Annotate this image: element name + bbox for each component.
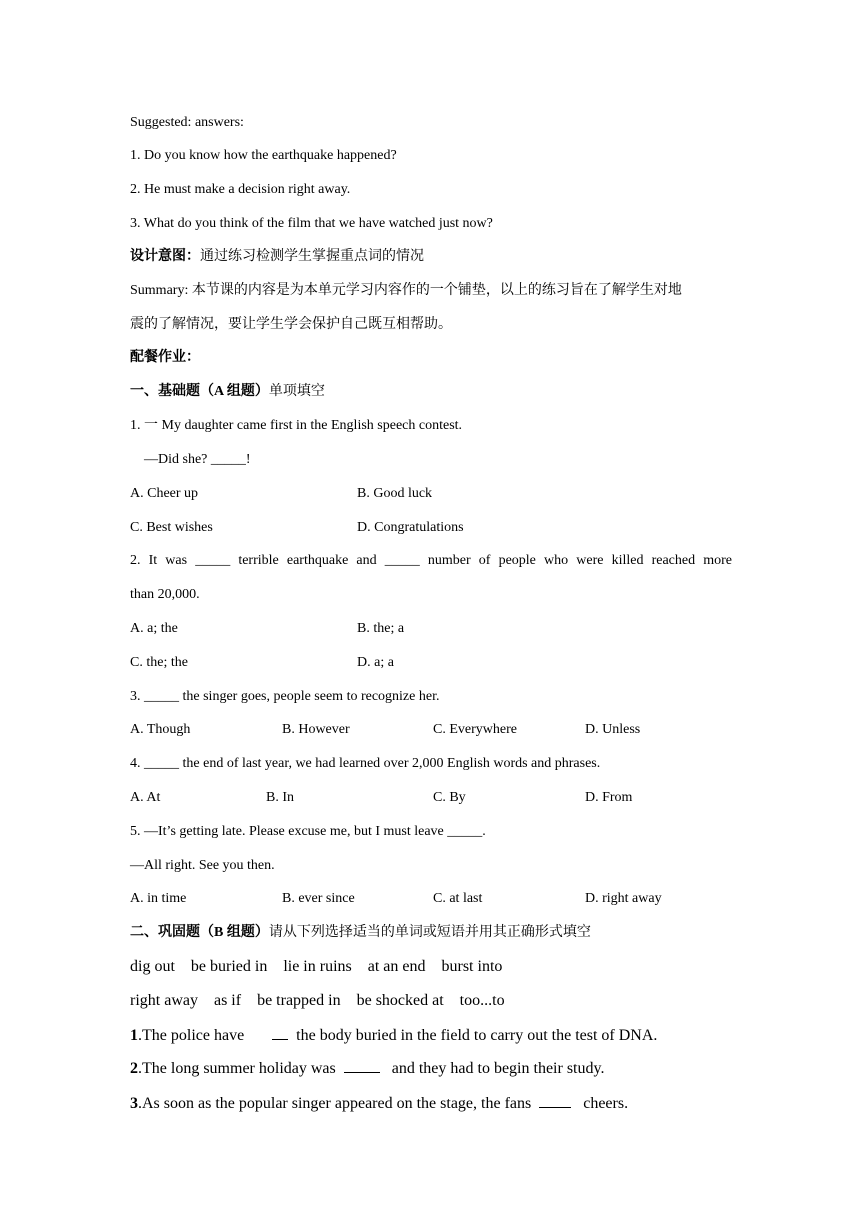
question-2-option-b: B. the; a — [357, 621, 405, 636]
fill-question-1-blank[interactable] — [272, 1025, 288, 1040]
question-3-option-a: A. Though — [130, 722, 191, 737]
question-5-stem: 5. —It’s getting late. Please excuse me, but I must leave _____. — [130, 824, 486, 839]
question-1-option-c: C. Best wishes — [130, 520, 213, 535]
question-3-stem: 3. _____ the singer goes, people seem to recognize her. — [130, 689, 440, 704]
design-intent-label: 设计意图： — [130, 249, 200, 264]
question-2-option-d: D. a; a — [357, 655, 394, 670]
question-4-stem: 4. _____ the end of last year, we had learned over 2,000 English words and phrases. — [130, 756, 601, 771]
question-2-option-c: C. the; the — [130, 655, 188, 670]
section-b-heading — [130, 924, 591, 942]
answer-2: 2. He must make a decision right away. — [130, 182, 351, 197]
question-1-reply: —Did she? _____! — [144, 452, 251, 467]
question-5-option-a: A. in time — [130, 891, 187, 906]
question-1-option-b: B. Good luck — [357, 486, 433, 501]
answer-1: 1. Do you know how the earthquake happened? — [130, 148, 397, 163]
question-3-option-c: C. Everywhere — [433, 722, 517, 737]
answer-3: 3. What do you think of the film that we have watched just now? — [130, 216, 493, 231]
question-3-option-b: B. However — [282, 722, 350, 737]
question-4-option-c: C. By — [433, 790, 466, 805]
question-5-option-b: B. ever since — [282, 891, 355, 906]
fill-question-2 — [130, 1058, 604, 1079]
summary-line-2: 震的了解情况，要让学生学会保护自己既互相帮助。 — [130, 317, 452, 332]
word-bank-row-1: dig out be buried in lie in ruins at an end burst into — [130, 958, 503, 975]
fill-question-2-blank[interactable] — [344, 1058, 380, 1073]
question-4-option-d: D. From — [585, 790, 633, 805]
fill-question-1 — [130, 1025, 657, 1046]
fill-question-3 — [130, 1093, 628, 1114]
section-a-subtitle: 单项填空 — [268, 384, 325, 399]
fill-question-2-number: 2 — [130, 1060, 138, 1077]
question-2-stem-line-1: 2. It was _____ terrible earthquake and _____ number of people who were killed reached more — [130, 553, 732, 568]
question-1-stem: 1. 一 My daughter came first in the English speech contest. — [130, 418, 463, 433]
section-b-subtitle: 请从下列选择适当的单词或短语并用其正确形式填空 — [268, 925, 591, 940]
question-5-option-d: D. right away — [585, 891, 662, 906]
question-5-reply: —All right. See you then. — [130, 858, 275, 873]
question-5-option-c: C. at last — [433, 891, 483, 906]
question-4-option-b: B. In — [266, 790, 294, 805]
word-bank-row-2: right away as if be trapped in be shocked at too...to — [130, 992, 505, 1009]
design-intent — [130, 248, 424, 266]
design-intent-text: 通过练习检测学生掌握重点词的情况 — [200, 249, 424, 264]
homework-title: 配餐作业： — [130, 350, 200, 365]
summary-line-1: Summary: 本节课的内容是为本单元学习内容作的一个铺垫，以上的练习旨在了解学生对地 — [130, 283, 682, 298]
section-b-title: 二、巩固题（B 组题） — [130, 925, 269, 940]
fill-question-2-text-after: and they had to begin their study. — [387, 1060, 605, 1077]
suggested-answers-header: Suggested: answers: — [130, 115, 244, 130]
fill-question-1-text-after: the body buried in the field to carry out the test of DNA. — [292, 1027, 658, 1044]
question-2-option-a: A. a; the — [130, 621, 178, 636]
question-2-stem-line-2: than 20,000. — [130, 587, 200, 602]
fill-question-1-text-before: .The police have — [138, 1027, 249, 1044]
question-1-option-a: A. Cheer up — [130, 486, 199, 501]
fill-question-3-text-before: .As soon as the popular singer appeared on the stage, the fans — [138, 1095, 536, 1112]
fill-question-3-number: 3 — [130, 1095, 138, 1112]
fill-question-3-blank[interactable] — [539, 1093, 571, 1108]
question-1-option-d: D. Congratulations — [357, 520, 464, 535]
section-a-heading — [130, 383, 325, 401]
fill-question-3-text-after: cheers. — [579, 1095, 629, 1112]
section-a-title: 一、基础题（A 组题） — [130, 384, 269, 399]
fill-question-2-text-before: .The long summer holiday was — [138, 1060, 340, 1077]
question-4-option-a: A. At — [130, 790, 161, 805]
question-3-option-d: D. Unless — [585, 722, 641, 737]
fill-question-1-number: 1 — [130, 1027, 138, 1044]
